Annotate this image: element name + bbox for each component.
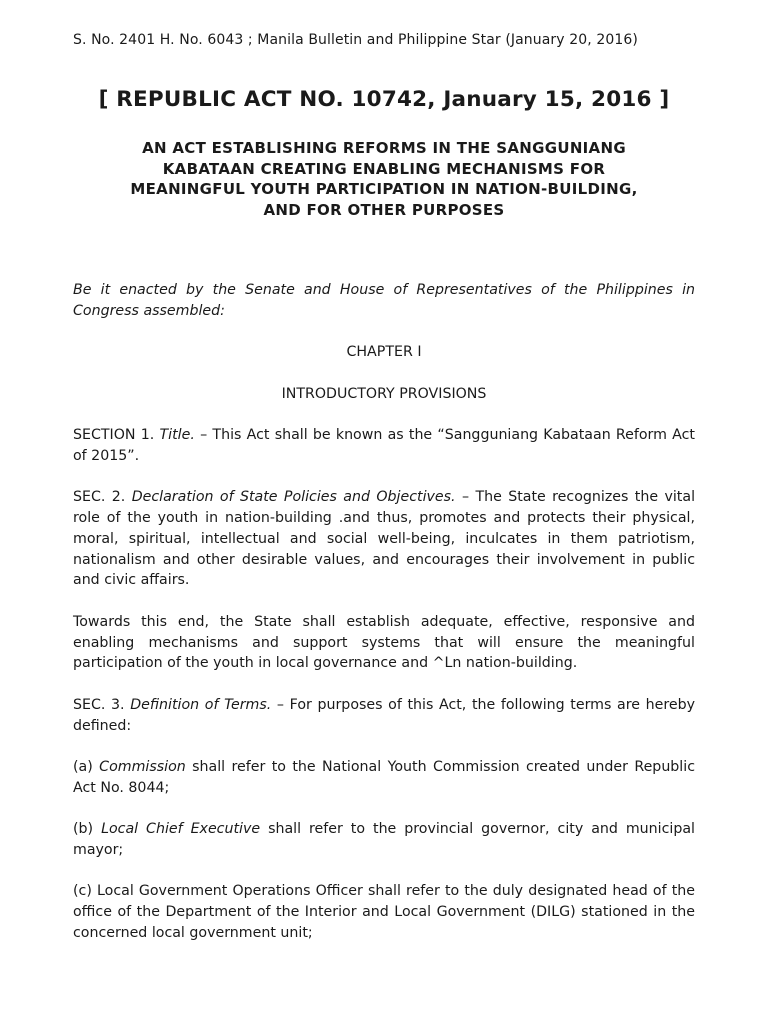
section-text: – For purposes of this Act, the following terms are hereby defined:: [73, 696, 695, 734]
act-title-line: AN ACT ESTABLISHING REFORMS IN THE SANGGUNIANG: [142, 139, 626, 157]
enacting-clause: Be it enacted by the Senate and House of Representatives of the Philippines in Congress assembled:: [73, 282, 695, 319]
section-heading: Declaration of State Policies and Objectives.: [131, 489, 456, 506]
section-3: [73, 695, 695, 737]
source-line: S. No. 2401 H. No. 6043 ; Manila Bulletin and Philippine Star (January 20, 2016): [73, 32, 638, 48]
chapter-title: INTRODUCTORY PROVISIONS: [281, 385, 487, 402]
act-title: [73, 138, 695, 220]
section-heading: Definition of Terms.: [130, 696, 272, 713]
definition-term: Commission: [99, 758, 186, 775]
definition-prefix: (a): [73, 758, 100, 775]
chapter-heading: CHAPTER I: [346, 344, 422, 361]
definition-c: (c) Local Government Operations Officer shall refer to the duly designated head of the office of the Department of the Interior and Local Government (DILG) stationed in the concerned local government unit;: [73, 883, 695, 941]
definition-term: Local Chief Executive: [101, 821, 261, 838]
section-prefix: SEC. 3.: [73, 696, 131, 713]
definition-b: [73, 819, 695, 861]
section-prefix: SECTION 1.: [73, 426, 160, 443]
section-text: – The State recognizes the vital role of the youth in nation-building .and thus, promotes and protects their physical, moral, spiritual, intellectual and social well-being, inculcates in them patriotism, nationalism and other desirable values, and encourages their involvement in public and civic affairs.: [73, 489, 696, 589]
act-title-line: AND FOR OTHER PURPOSES: [263, 200, 505, 219]
definition-text: shall refer to the provincial governor, city and municipal mayor;: [73, 821, 695, 858]
definition-text: shall refer to the National Youth Commission created under Republic Act No. 8044;: [73, 758, 695, 796]
section-prefix: SEC. 2.: [73, 489, 132, 506]
definition-a: [73, 757, 695, 799]
document-body: [73, 280, 695, 944]
section-heading: Title.: [159, 426, 195, 443]
section-2-paragraph-2: Towards this end, the State shall establish adequate, effective, responsive and enabling mechanisms and support systems that will ensure the meaningful participation of the youth in local governance and ^Ln nation-building.: [73, 613, 695, 672]
section-2: [73, 487, 695, 591]
section-1: [73, 425, 695, 467]
act-number-heading: [ REPUBLIC ACT NO. 10742, January 15, 2016 ]: [98, 87, 670, 112]
act-title-line: KABATAAN CREATING ENABLING MECHANISMS FOR: [162, 159, 606, 178]
act-title-line: MEANINGFUL YOUTH PARTICIPATION IN NATION-BUILDING,: [130, 180, 638, 198]
section-text: – This Act shall be known as the “Sangguniang Kabataan Reform Act of 2015”.: [73, 426, 695, 464]
definition-prefix: (b): [73, 821, 102, 838]
